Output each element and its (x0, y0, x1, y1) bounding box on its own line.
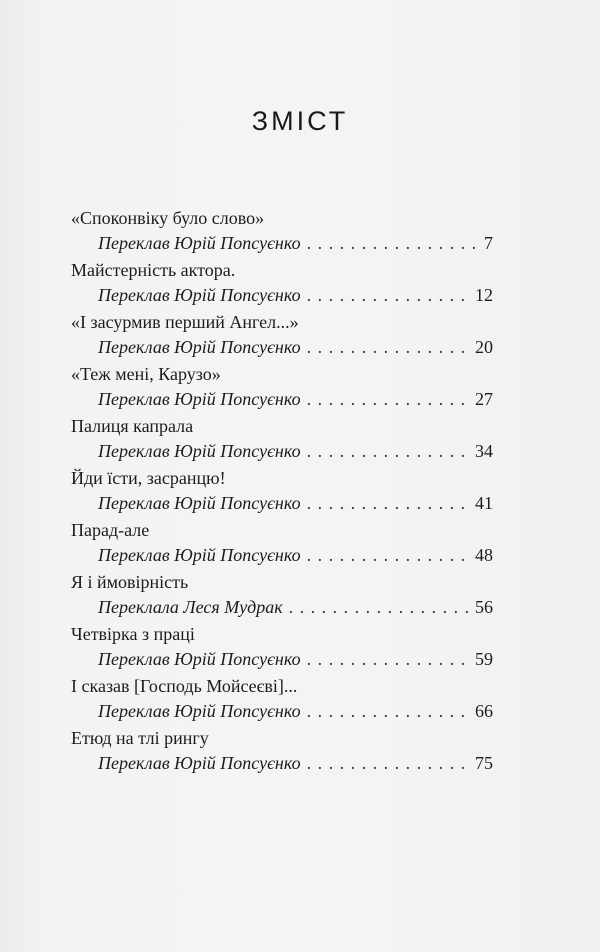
entry-line (98, 544, 493, 566)
entry-line (98, 752, 493, 774)
toc-entry (71, 467, 493, 519)
entry-title: «Теж мені, Карузо» (71, 364, 221, 384)
entry-line (98, 596, 493, 618)
toc-entry (71, 415, 493, 467)
entry-title: Майстерність актора. (71, 260, 236, 280)
page-number: 59 (475, 649, 493, 669)
page-number: 20 (475, 337, 493, 357)
translator-credit: Переклав Юрій Попсуєнко (98, 753, 301, 773)
dot-leader (307, 492, 471, 514)
entry-title: І сказав [Господь Мойсеєві]... (71, 676, 298, 696)
entry-title: Палиця капрала (71, 416, 194, 436)
entry-line (98, 648, 493, 670)
toc-entry (71, 727, 493, 779)
toc-entry (71, 623, 493, 675)
translator-credit: Переклав Юрій Попсуєнко (98, 233, 301, 253)
dot-leader (307, 440, 471, 462)
entry-line (98, 700, 493, 722)
page-number: 12 (475, 285, 493, 305)
dot-leader (307, 284, 471, 306)
translator-credit: Переклав Юрій Попсуєнко (98, 701, 301, 721)
page-number: 56 (475, 597, 493, 617)
dot-leader (289, 596, 471, 618)
page-number: 75 (475, 753, 493, 773)
translator-credit: Переклав Юрій Попсуєнко (98, 441, 301, 461)
dot-leader (307, 232, 480, 254)
translator-credit: Переклав Юрій Попсуєнко (98, 389, 301, 409)
page-title: ЗМІСТ (251, 106, 349, 136)
entry-line (98, 232, 493, 254)
translator-credit: Переклав Юрій Попсуєнко (98, 649, 301, 669)
table-of-contents (71, 207, 493, 779)
dot-leader (307, 648, 471, 670)
page-number: 7 (484, 233, 493, 253)
entry-title: Я і ймовірність (71, 572, 189, 592)
page-number: 34 (475, 441, 493, 461)
entry-title: Йди їсти, засранцю! (71, 468, 226, 488)
dot-leader (307, 700, 471, 722)
entry-title: «Споконвіку було слово» (71, 208, 265, 228)
dot-leader (307, 388, 471, 410)
entry-line (98, 388, 493, 410)
toc-entry (71, 259, 493, 311)
entry-line (98, 284, 493, 306)
entry-line (98, 336, 493, 358)
dot-leader (307, 752, 471, 774)
entry-line (98, 440, 493, 462)
entry-title: Парад-але (71, 520, 150, 540)
translator-credit: Переклав Юрій Попсуєнко (98, 545, 301, 565)
entry-title: «І засурмив перший Ангел...» (71, 312, 299, 332)
entry-title: Четвірка з праці (71, 624, 195, 644)
toc-entry (71, 675, 493, 727)
translator-credit: Переклав Юрій Попсуєнко (98, 337, 301, 357)
page-number: 48 (475, 545, 493, 565)
entry-line (98, 492, 493, 514)
toc-entry (71, 519, 493, 571)
page-number: 27 (475, 389, 493, 409)
toc-entry (71, 363, 493, 415)
toc-entry (71, 571, 493, 623)
dot-leader (307, 336, 471, 358)
page-number: 66 (475, 701, 493, 721)
dot-leader (307, 544, 471, 566)
translator-credit: Переклав Юрій Попсуєнко (98, 285, 301, 305)
translator-credit: Переклав Юрій Попсуєнко (98, 493, 301, 513)
toc-entry (71, 311, 493, 363)
page-number: 41 (475, 493, 493, 513)
translator-credit: Переклала Леся Мудрак (98, 597, 283, 617)
entry-title: Етюд на тлі рингу (71, 728, 209, 748)
toc-entry (71, 207, 493, 259)
